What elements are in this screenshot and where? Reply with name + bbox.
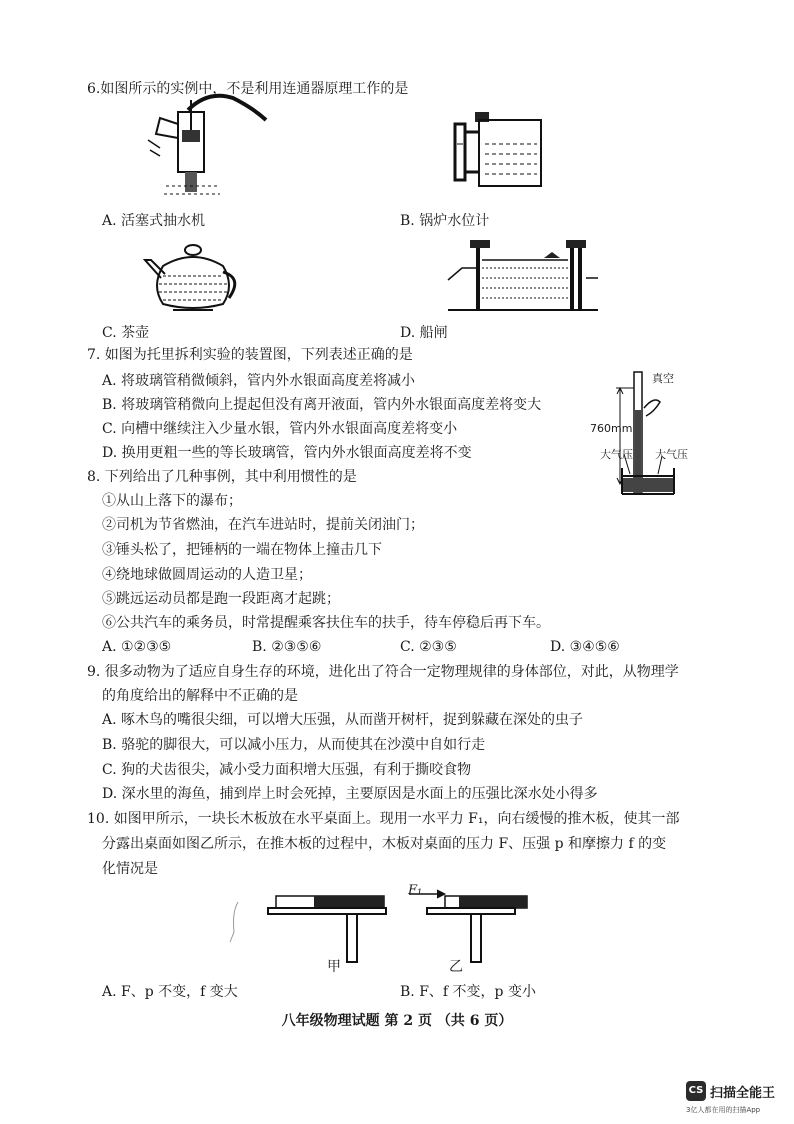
q9-option-a: A. 啄木鸟的嘴很尖细，可以增大压强，从而凿开树杆，捉到躲藏在深处的虫子 <box>102 712 584 728</box>
q7-label-height: 760mm <box>590 422 633 435</box>
q8-item-1: ①从山上落下的瀑布； <box>102 493 242 509</box>
q8-item-4: ④绕地球做圆周运动的人造卫星； <box>102 567 312 583</box>
q8-option-a: A. ①②③⑤ <box>102 639 172 655</box>
q9-option-d: D. 深水里的海鱼，捕到岸上时会死掉，主要原因是水面上的压强比深水处小得多 <box>102 786 598 802</box>
q8-option-d: D. ③④⑤⑥ <box>550 639 620 655</box>
scanner-name: 扫描全能王 <box>710 1086 776 1101</box>
q8-stem: 8. 下列给出了几种事例，其中利用惯性的是 <box>87 469 357 485</box>
q6-stem: 6.如图所示的实例中，不是利用连通器原理工作的是 <box>87 81 409 97</box>
boiler-gauge-figure <box>445 110 545 195</box>
q8-option-b: B. ②③⑤⑥ <box>252 639 322 655</box>
q9-option-c: C. 狗的犬齿很尖，减小受力面积增大压强，有利于撕咬食物 <box>102 762 472 778</box>
q7-label-pressure-out: 大气压 <box>655 448 688 461</box>
q7-option-a: A. 将玻璃管稍微倾斜，管内外水银面高度差将减小 <box>102 373 416 389</box>
q7-option-c: C. 向槽中继续注入少量水银，管内外水银面高度差将变小 <box>102 421 458 437</box>
q7-option-d: D. 换用更粗一些的等长玻璃管，管内外水银面高度差将不变 <box>102 445 472 461</box>
q6-option-d: D. 船闸 <box>400 325 448 341</box>
ship-lock-figure <box>448 238 598 318</box>
page-footer: 八年级物理试题 第 2 页 （共 6 页） <box>281 1013 513 1029</box>
q7-label-pressure-in: 大气压 <box>600 448 633 461</box>
q9-stem-continued: 的角度给出的解释中不正确的是 <box>102 688 298 704</box>
piston-pump-figure <box>138 90 268 200</box>
q10-stem-continued-1: 分露出桌面如图乙所示，在推木板的过程中，木板对桌面的压力 F、压强 p 和摩擦力 f 的变 <box>102 836 667 852</box>
q7-stem: 7. 如图为托里拆利实验的装置图，下列表述正确的是 <box>87 347 413 363</box>
q8-item-5: ⑤跳远运动员都是跑一段距离才起跳； <box>102 591 340 607</box>
q8-option-c: C. ②③⑤ <box>400 639 457 655</box>
q6-option-a: A. 活塞式抽水机 <box>102 213 206 229</box>
q10-label-right: 乙 <box>449 959 463 975</box>
q6-option-b: B. 锅炉水位计 <box>400 213 490 229</box>
board-figure-right <box>405 892 535 972</box>
torricelli-figure <box>582 368 692 508</box>
q9-option-b: B. 骆驼的脚很大，可以减小压力，从而使其在沙漠中自如行走 <box>102 737 486 753</box>
q10-stem-continued-2: 化情况是 <box>102 861 158 877</box>
teapot-figure <box>143 238 243 318</box>
q9-stem: 9. 很多动物为了适应自身生存的环境，进化出了符合一定物理规律的身体部位，对此，从物理学 <box>87 664 679 680</box>
q10-stem: 10. 如图甲所示，一块长木板放在水平桌面上。现用一水平力 F₁，向右缓慢的推木板，使其一部 <box>87 811 680 827</box>
board-figure-left <box>228 892 398 972</box>
q7-label-vacuum: 真空 <box>652 372 674 385</box>
q10-option-b: B. F、f 不变，p 变小 <box>400 984 536 1000</box>
scanner-tagline: 3亿人都在用的扫描App <box>686 1106 761 1114</box>
q10-label-left: 甲 <box>327 959 341 975</box>
q10-option-a: A. F、p 不变，f 变大 <box>102 984 238 1000</box>
scanner-logo-icon: CS <box>686 1081 706 1101</box>
q8-item-2: ②司机为节省燃油，在汽车进站时，提前关闭油门； <box>102 517 424 533</box>
q10-label-force: F₁ <box>408 883 423 898</box>
q8-item-3: ③锤头松了，把锤柄的一端在物体上撞击几下 <box>102 542 382 558</box>
q8-item-6: ⑥公共汽车的乘务员，时常提醒乘客扶住车的扶手，待车停稳后再下车。 <box>102 615 550 631</box>
q6-option-c: C. 茶壶 <box>102 325 150 341</box>
q7-option-b: B. 将玻璃管稍微向上提起但没有离开液面，管内外水银面高度差将变大 <box>102 397 542 413</box>
